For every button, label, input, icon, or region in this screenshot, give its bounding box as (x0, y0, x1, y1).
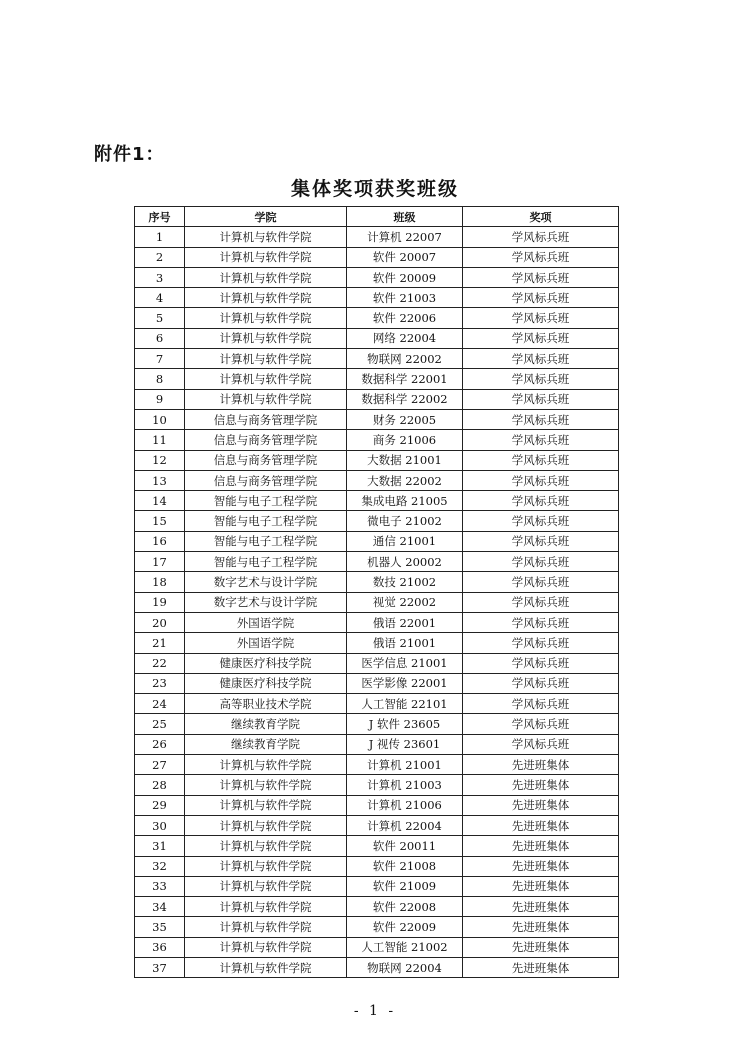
cell-award: 学风标兵班 (463, 572, 619, 592)
cell-college: 高等职业技术学院 (185, 694, 347, 714)
cell-award: 学风标兵班 (463, 734, 619, 754)
cell-award: 学风标兵班 (463, 369, 619, 389)
table-row (135, 815, 619, 835)
cell-index: 28 (135, 775, 185, 795)
awards-table (134, 206, 619, 978)
cell-award: 学风标兵班 (463, 247, 619, 267)
cell-award: 学风标兵班 (463, 552, 619, 572)
cell-college: 计算机与软件学院 (185, 349, 347, 369)
cell-college: 计算机与软件学院 (185, 856, 347, 876)
cell-index: 18 (135, 572, 185, 592)
cell-class: 医学影像 22001 (347, 673, 463, 693)
cell-class: 数技 21002 (347, 572, 463, 592)
table-header-row (135, 207, 619, 227)
cell-award: 学风标兵班 (463, 653, 619, 673)
cell-award: 先进班集体 (463, 775, 619, 795)
cell-class: 计算机 22007 (347, 227, 463, 247)
attachment-label: 附件1： (94, 144, 165, 165)
table-row (135, 450, 619, 470)
cell-award: 先进班集体 (463, 836, 619, 856)
table-row (135, 491, 619, 511)
document-title: 集体奖项获奖班级 (290, 178, 459, 200)
cell-college: 计算机与软件学院 (185, 957, 347, 977)
table-row (135, 694, 619, 714)
cell-award: 先进班集体 (463, 917, 619, 937)
table-row (135, 470, 619, 490)
cell-class: 人工智能 22101 (347, 694, 463, 714)
cell-index: 13 (135, 470, 185, 490)
cell-class: J 软件 23605 (347, 714, 463, 734)
cell-class: J 视传 23601 (347, 734, 463, 754)
table-row (135, 552, 619, 572)
cell-index: 20 (135, 612, 185, 632)
cell-index: 12 (135, 450, 185, 470)
cell-class: 物联网 22002 (347, 349, 463, 369)
cell-index: 7 (135, 349, 185, 369)
cell-award: 学风标兵班 (463, 328, 619, 348)
table-row (135, 572, 619, 592)
cell-index: 1 (135, 227, 185, 247)
cell-college: 信息与商务管理学院 (185, 450, 347, 470)
cell-index: 33 (135, 876, 185, 896)
cell-class: 计算机 22004 (347, 815, 463, 835)
cell-award: 学风标兵班 (463, 409, 619, 429)
cell-index: 35 (135, 917, 185, 937)
table-row (135, 653, 619, 673)
cell-class: 计算机 21003 (347, 775, 463, 795)
cell-index: 27 (135, 755, 185, 775)
header-award: 奖项 (463, 207, 619, 227)
table-row (135, 531, 619, 551)
cell-class: 软件 22006 (347, 308, 463, 328)
table-row (135, 937, 619, 957)
cell-college: 计算机与软件学院 (185, 795, 347, 815)
cell-award: 学风标兵班 (463, 673, 619, 693)
cell-index: 16 (135, 531, 185, 551)
cell-class: 计算机 21006 (347, 795, 463, 815)
cell-class: 医学信息 21001 (347, 653, 463, 673)
cell-award: 学风标兵班 (463, 470, 619, 490)
cell-index: 6 (135, 328, 185, 348)
table-row (135, 897, 619, 917)
cell-class: 人工智能 21002 (347, 937, 463, 957)
cell-index: 25 (135, 714, 185, 734)
cell-index: 34 (135, 897, 185, 917)
cell-college: 计算机与软件学院 (185, 937, 347, 957)
table-row (135, 328, 619, 348)
cell-index: 22 (135, 653, 185, 673)
cell-award: 学风标兵班 (463, 612, 619, 632)
cell-college: 计算机与软件学院 (185, 755, 347, 775)
cell-index: 32 (135, 856, 185, 876)
table-row (135, 612, 619, 632)
cell-award: 学风标兵班 (463, 430, 619, 450)
cell-class: 财务 22005 (347, 409, 463, 429)
table-row (135, 714, 619, 734)
cell-class: 数据科学 22001 (347, 369, 463, 389)
cell-college: 计算机与软件学院 (185, 897, 347, 917)
cell-index: 36 (135, 937, 185, 957)
cell-award: 学风标兵班 (463, 491, 619, 511)
cell-college: 数字艺术与设计学院 (185, 592, 347, 612)
page-number: - 1 - (353, 1003, 397, 1019)
cell-class: 大数据 22002 (347, 470, 463, 490)
cell-college: 继续教育学院 (185, 714, 347, 734)
cell-award: 学风标兵班 (463, 633, 619, 653)
cell-college: 计算机与软件学院 (185, 775, 347, 795)
cell-class: 机器人 20002 (347, 552, 463, 572)
cell-college: 计算机与软件学院 (185, 227, 347, 247)
cell-class: 俄语 21001 (347, 633, 463, 653)
table-row (135, 856, 619, 876)
cell-award: 先进班集体 (463, 937, 619, 957)
cell-index: 23 (135, 673, 185, 693)
cell-index: 5 (135, 308, 185, 328)
table-body (135, 227, 619, 978)
header-index: 序号 (135, 207, 185, 227)
cell-award: 先进班集体 (463, 856, 619, 876)
cell-award: 学风标兵班 (463, 450, 619, 470)
cell-index: 21 (135, 633, 185, 653)
cell-college: 智能与电子工程学院 (185, 491, 347, 511)
cell-class: 网络 22004 (347, 328, 463, 348)
table-row (135, 917, 619, 937)
cell-class: 软件 21008 (347, 856, 463, 876)
cell-index: 15 (135, 511, 185, 531)
cell-class: 商务 21006 (347, 430, 463, 450)
table-row (135, 755, 619, 775)
cell-class: 计算机 21001 (347, 755, 463, 775)
table-row (135, 957, 619, 977)
cell-index: 30 (135, 815, 185, 835)
cell-award: 先进班集体 (463, 815, 619, 835)
header-college: 学院 (185, 207, 347, 227)
cell-college: 计算机与软件学院 (185, 328, 347, 348)
cell-award: 学风标兵班 (463, 511, 619, 531)
cell-college: 健康医疗科技学院 (185, 653, 347, 673)
cell-class: 物联网 22004 (347, 957, 463, 977)
cell-index: 3 (135, 267, 185, 287)
table-row (135, 430, 619, 450)
table-row (135, 409, 619, 429)
cell-index: 19 (135, 592, 185, 612)
cell-index: 17 (135, 552, 185, 572)
table-row (135, 836, 619, 856)
cell-index: 11 (135, 430, 185, 450)
cell-award: 学风标兵班 (463, 389, 619, 409)
cell-award: 学风标兵班 (463, 694, 619, 714)
cell-index: 24 (135, 694, 185, 714)
cell-index: 4 (135, 288, 185, 308)
cell-index: 31 (135, 836, 185, 856)
cell-class: 大数据 21001 (347, 450, 463, 470)
cell-class: 通信 21001 (347, 531, 463, 551)
cell-college: 外国语学院 (185, 612, 347, 632)
cell-college: 数字艺术与设计学院 (185, 572, 347, 592)
cell-class: 软件 21009 (347, 876, 463, 896)
cell-class: 数据科学 22002 (347, 389, 463, 409)
cell-index: 37 (135, 957, 185, 977)
cell-college: 计算机与软件学院 (185, 247, 347, 267)
cell-award: 先进班集体 (463, 897, 619, 917)
cell-award: 学风标兵班 (463, 227, 619, 247)
table-row (135, 247, 619, 267)
cell-class: 集成电路 21005 (347, 491, 463, 511)
cell-index: 9 (135, 389, 185, 409)
cell-college: 计算机与软件学院 (185, 876, 347, 896)
cell-award: 先进班集体 (463, 957, 619, 977)
table-row (135, 308, 619, 328)
cell-class: 视觉 22002 (347, 592, 463, 612)
cell-college: 信息与商务管理学院 (185, 470, 347, 490)
cell-index: 2 (135, 247, 185, 267)
cell-college: 健康医疗科技学院 (185, 673, 347, 693)
cell-college: 计算机与软件学院 (185, 288, 347, 308)
table-row (135, 673, 619, 693)
cell-college: 外国语学院 (185, 633, 347, 653)
cell-college: 计算机与软件学院 (185, 836, 347, 856)
table-row (135, 633, 619, 653)
cell-index: 14 (135, 491, 185, 511)
cell-college: 智能与电子工程学院 (185, 531, 347, 551)
cell-college: 计算机与软件学院 (185, 389, 347, 409)
cell-college: 计算机与软件学院 (185, 308, 347, 328)
cell-award: 先进班集体 (463, 755, 619, 775)
cell-award: 先进班集体 (463, 876, 619, 896)
cell-index: 26 (135, 734, 185, 754)
table-row (135, 267, 619, 287)
cell-index: 8 (135, 369, 185, 389)
cell-award: 学风标兵班 (463, 349, 619, 369)
cell-class: 俄语 22001 (347, 612, 463, 632)
cell-class: 软件 21003 (347, 288, 463, 308)
cell-college: 信息与商务管理学院 (185, 409, 347, 429)
cell-award: 学风标兵班 (463, 714, 619, 734)
table-row (135, 734, 619, 754)
cell-class: 软件 20007 (347, 247, 463, 267)
cell-college: 智能与电子工程学院 (185, 511, 347, 531)
cell-college: 智能与电子工程学院 (185, 552, 347, 572)
table-row (135, 227, 619, 247)
table-row (135, 795, 619, 815)
cell-college: 计算机与软件学院 (185, 267, 347, 287)
table-row (135, 876, 619, 896)
header-class: 班级 (347, 207, 463, 227)
cell-award: 学风标兵班 (463, 308, 619, 328)
cell-class: 软件 20009 (347, 267, 463, 287)
cell-class: 微电子 21002 (347, 511, 463, 531)
table-row (135, 511, 619, 531)
cell-college: 计算机与软件学院 (185, 369, 347, 389)
cell-award: 学风标兵班 (463, 531, 619, 551)
cell-college: 计算机与软件学院 (185, 917, 347, 937)
cell-college: 信息与商务管理学院 (185, 430, 347, 450)
cell-class: 软件 22009 (347, 917, 463, 937)
table-row (135, 389, 619, 409)
cell-award: 先进班集体 (463, 795, 619, 815)
table-row (135, 349, 619, 369)
cell-class: 软件 22008 (347, 897, 463, 917)
cell-college: 计算机与软件学院 (185, 815, 347, 835)
cell-award: 学风标兵班 (463, 288, 619, 308)
cell-college: 继续教育学院 (185, 734, 347, 754)
cell-award: 学风标兵班 (463, 592, 619, 612)
table-row (135, 369, 619, 389)
table-row (135, 288, 619, 308)
cell-index: 29 (135, 795, 185, 815)
table-row (135, 592, 619, 612)
cell-class: 软件 20011 (347, 836, 463, 856)
table-row (135, 775, 619, 795)
cell-index: 10 (135, 409, 185, 429)
cell-award: 学风标兵班 (463, 267, 619, 287)
